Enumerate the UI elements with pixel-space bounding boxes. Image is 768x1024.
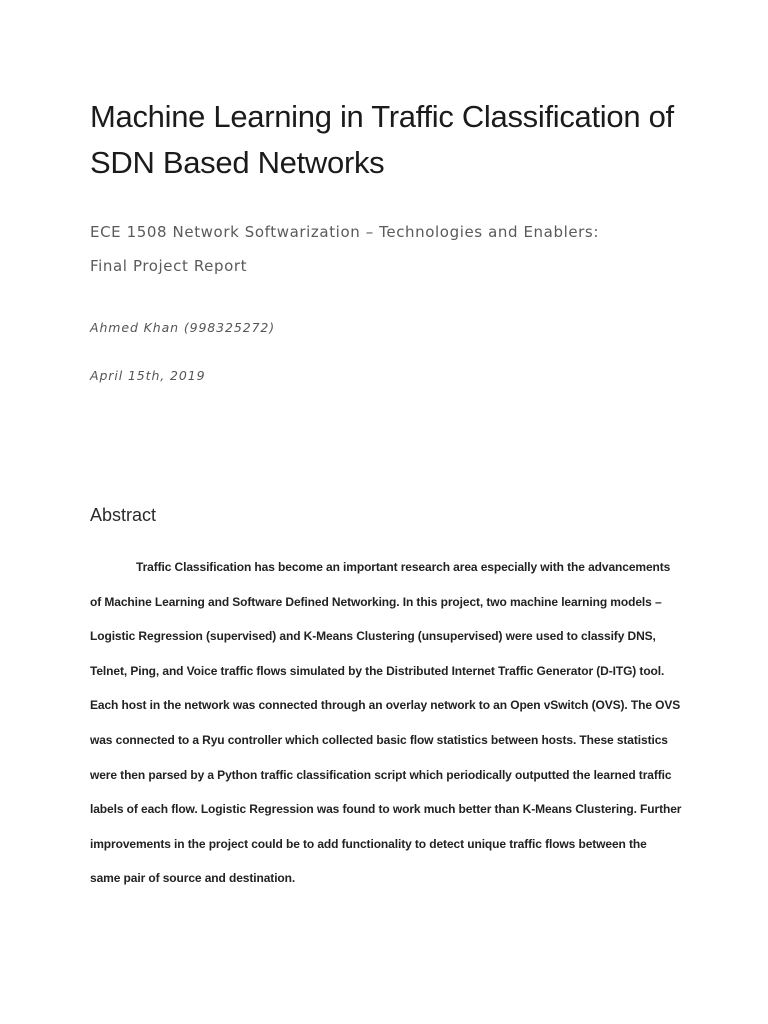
report-type-subtitle: Final Project Report [90, 257, 248, 275]
abstract-body [90, 553, 682, 899]
abstract-line: Logistic Regression (supervised) and K-Means Clustering (unsupervised) were used to classify DNS, [90, 629, 656, 644]
abstract-line: were then parsed by a Python traffic classification script which periodically outputted the learned traffic [90, 767, 672, 782]
abstract-line: Each host in the network was connected through an overlay network to an Open vSwitch (OVS). The OVS [90, 698, 681, 713]
abstract-heading: Abstract [90, 505, 157, 525]
abstract-line: Traffic Classification has become an important research area especially with the advancements [136, 560, 671, 574]
course-subtitle: ECE 1508 Network Softwarization – Technologies and Enablers: [90, 223, 600, 241]
abstract-line: labels of each flow. Logistic Regression was found to work much better than K-Means Clustering. Further [90, 802, 682, 817]
author-line: Ahmed Khan (998325272) [90, 320, 276, 335]
abstract-line: Telnet, Ping, and Voice traffic flows simulated by the Distributed Internet Traffic Generator (D-ITG) tool. [90, 663, 665, 678]
abstract-line: improvements in the project could be to add functionality to detect unique traffic flows between the [90, 836, 647, 851]
abstract-line: of Machine Learning and Software Defined Networking. In this project, two machine learning models – [90, 594, 662, 609]
abstract-line: was connected to a Ryu controller which collected basic flow statistics between hosts. These statistics [90, 732, 668, 747]
date-line: April 15th, 2019 [90, 368, 206, 383]
abstract-line: same pair of source and destination. [90, 871, 296, 886]
document-title: Machine Learning in Traffic Classification of SDN Based Networks [90, 99, 674, 180]
